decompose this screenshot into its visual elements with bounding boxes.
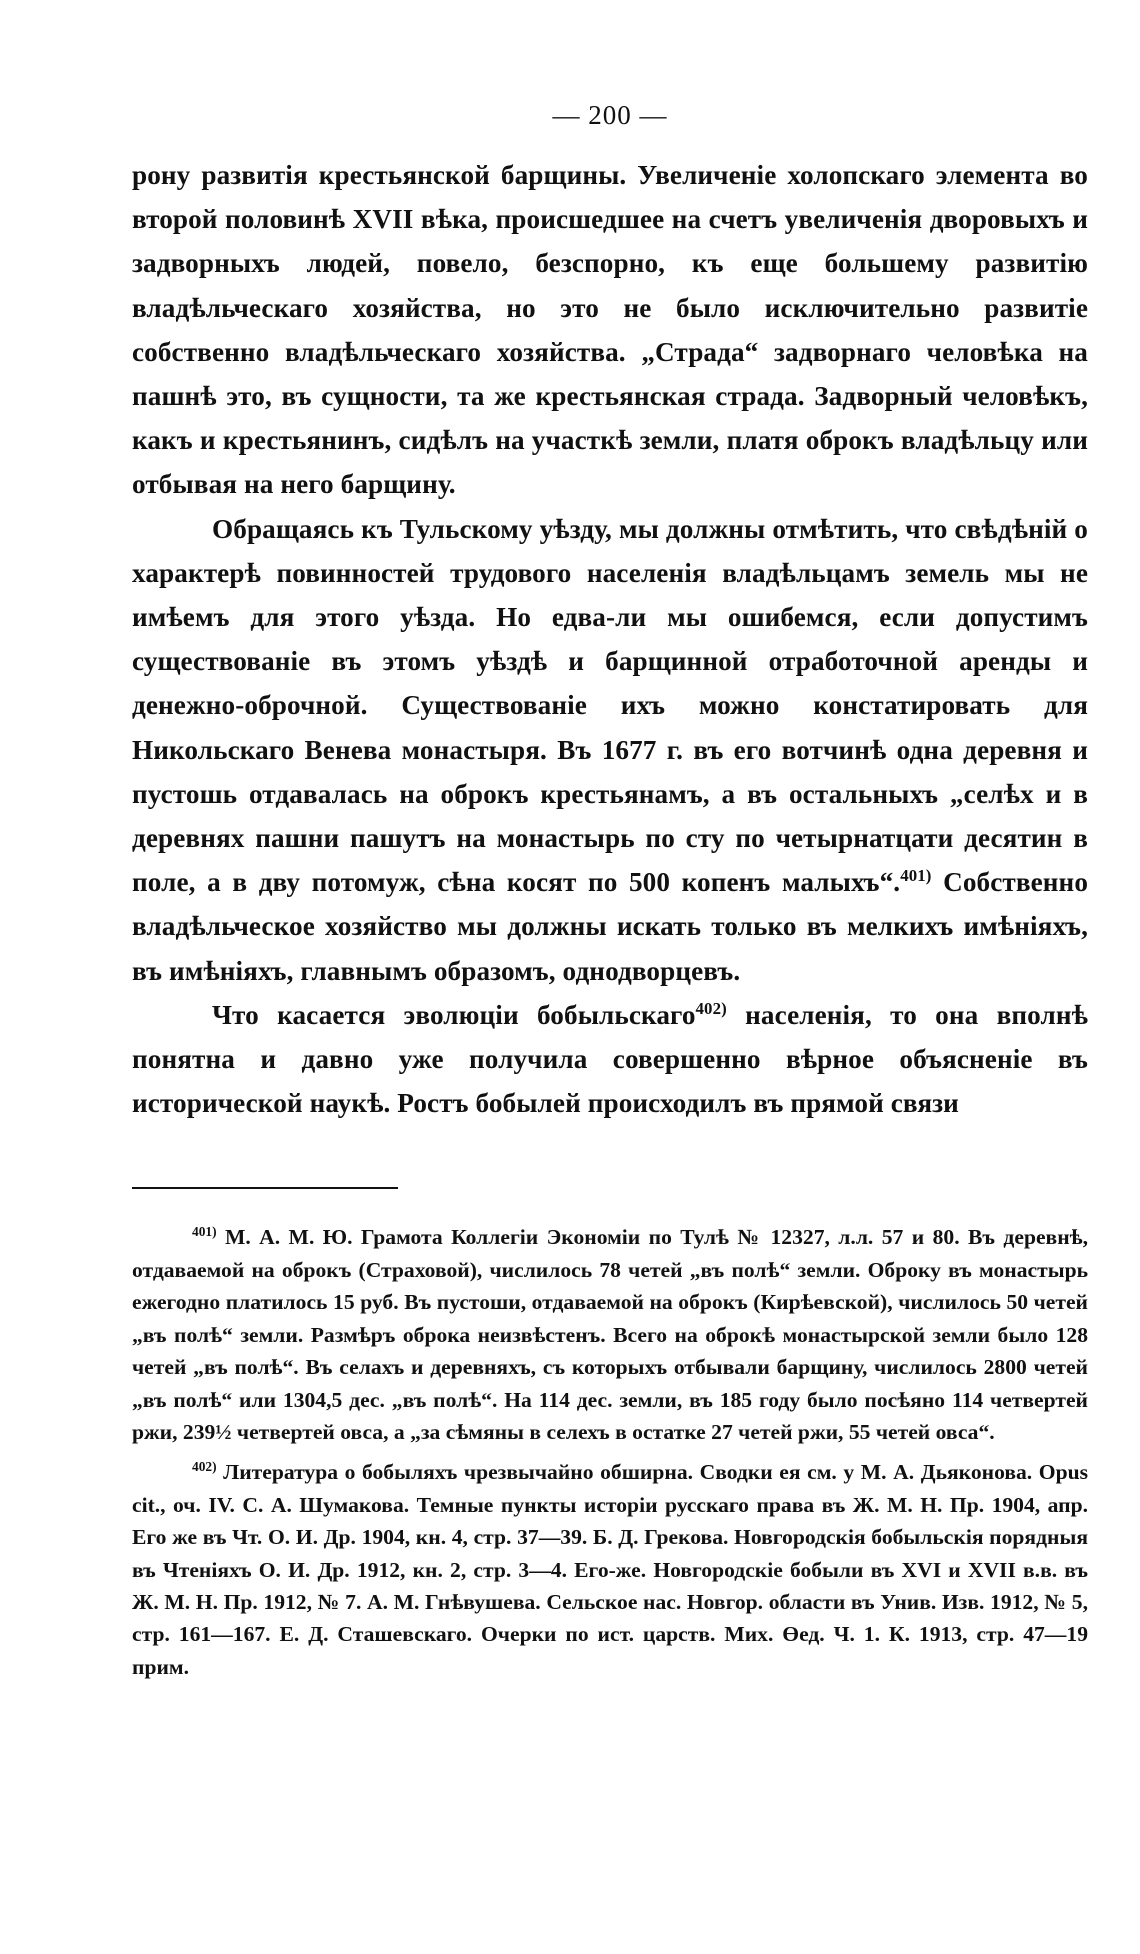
footnotes: [132, 1221, 1088, 1683]
paragraph-2-tail: Собственно владѣльческое хозяйство мы должны искать только въ мелкихъ имѣніяхъ, въ имѣніяхъ, главнымъ образомъ, однодворцевъ.: [132, 867, 1089, 986]
body-text: [132, 153, 1088, 1125]
footnote-401: [132, 1221, 1088, 1448]
footnote-402-text: Литература о бобыляхъ чрезвычайно обширна. Сводки ея см. у М. А. Дьяконова. Opus cit., оч. IV. С. А. Шумакова. Темные пункты исторіи русскаго права въ Ж. М. Н. Пр. 1904, апр. Его же въ Чт. О. И. Др. 1904, кн. 4, стр. 37—39. Б. Д. Грекова. Новгородскія бобыльскія порядныя въ Чтеніяхъ О. И. Др. 1912, кн. 2, стр. 3—4. Его-же. Новгородскіе бобыли въ XVI и XVII в.в. въ Ж. М. Н. Пр. 1912, № 7. А. М. Гнѣвушева. Сельское нас. Новгор. области въ Унив. Изв. 1912, № 5, стр. 161—167. Е. Д. Сташевскаго. Очерки по ист. царств. Мих. Өед. Ч. 1. К. 1913, стр. 47—19 прим.: [132, 1460, 1088, 1679]
footnote-marker-401: 401): [192, 1224, 217, 1240]
paragraph-3-tail: населенія, то она вполнѣ понятна и давно уже получила совершенно вѣрное объясненіе въ исторической наукѣ. Ростъ бобылей происходилъ въ прямой связи: [132, 999, 1088, 1119]
footnote-divider: [132, 1187, 398, 1189]
document-page: [132, 100, 1088, 1691]
footnote-402: [132, 1456, 1088, 1683]
paragraph-3-text: Что касается эволюціи бобыльскаго: [212, 999, 696, 1030]
footnote-ref-401[interactable]: 401): [900, 866, 932, 886]
paragraph-3: [132, 993, 1088, 1126]
footnote-marker-402: 402): [192, 1459, 217, 1475]
footnote-401-text: М. А. М. Ю. Грамота Коллегіи Экономіи по Тулѣ № 12327, л.л. 57 и 80. Въ деревнѣ, отдаваемой на оброкъ (Страховой), числилось 78 четей „въ полѣ“ земли. Оброку въ монастырь ежегодно платилось 15 руб. Въ пустоши, отдаваемой на оброкъ (Кирѣевской), числилось 50 четей „въ полѣ“ земли. Размѣръ оброка неизвѣстенъ. Всего на оброкѣ монастырской земли было 128 четей „въ полѣ“. Въ селахъ и деревняхъ, съ которыхъ отбывали барщину, числилось 2800 четей „въ полѣ“ или 1304,5 дес. „въ полѣ“. На 114 дес. земли, въ 185 году было посѣяно 114 четвертей ржи, 239½ четвертей овса, а „за сѣмяны в селехъ в остатке 27 четей ржи, 55 четей овса“.: [132, 1225, 1088, 1444]
paragraph-2-text: Обращаясь къ Тульскому уѣзду, мы должны отмѣтить, что свѣдѣній о характерѣ повинностей трудового населенія владѣльцамъ земель мы не имѣемъ для этого уѣзда. Но едва-ли мы ошибемся, если допустимъ существованіе въ этомъ уѣздѣ и барщинной отработочной аренды и денежно-оброчной. Существованіе ихъ можно констатировать для Никольскаго Венева монастыря. Въ 1677 г. въ его вотчинѣ одна деревня и пустошь отдавалась на оброкъ крестьянамъ, а въ остальныхъ „селѣх и в деревнях пашни пашутъ на монастырь по сту по четырнатцати десятин в поле, а в дву потомуж, сѣна косят по 500 копенъ малыхъ“.: [132, 513, 1088, 898]
paragraph-2: [132, 507, 1088, 993]
paragraph-1: рону развитія крестьянской барщины. Увеличеніе холопскаго элемента во второй половинѣ XVII вѣка, происшедшее на счетъ увеличенія дворовыхъ и задворныхъ людей, повело, безспорно, къ еще большему развитію владѣльческаго хозяйства, но это не было исключительно развитіе собственно владѣльческаго хозяйства. „Страда“ задворнаго человѣка на пашнѣ это, въ сущности, та же крестьянская страда. Задворный человѣкъ, какъ и крестьянинъ, сидѣлъ на участкѣ земли, платя оброкъ владѣльцу или отбывая на него барщину.: [132, 160, 1088, 500]
footnote-ref-402[interactable]: 402): [695, 998, 727, 1018]
page-number: — 200 —: [552, 100, 668, 130]
